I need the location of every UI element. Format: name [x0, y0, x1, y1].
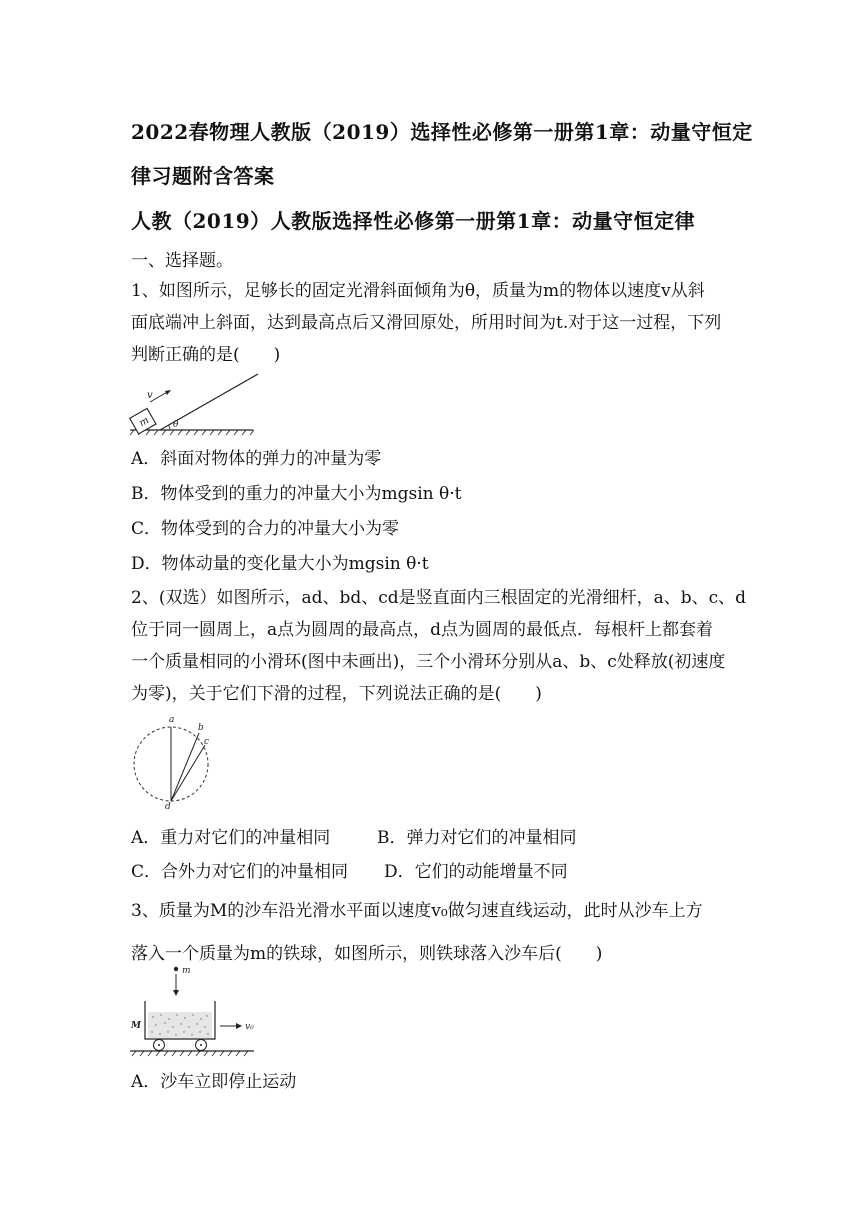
q1-fig-v-label: v — [147, 390, 153, 401]
q3-iron-ball — [174, 967, 178, 971]
q2-fig-b-label: b — [198, 723, 204, 733]
q2-option-d: D．它们的动能增量不同 — [384, 862, 568, 882]
q1-option-c: C．物体受到的合力的冲量大小为零 — [131, 519, 400, 539]
doc-title-line1: 2022春物理人教版（2019）选择性必修第一册第1章：动量守恒定 — [131, 120, 753, 144]
q2-fig-d-label: d — [165, 802, 171, 810]
q1-angle-arc — [169, 426, 170, 431]
q3-option-a: A．沙车立即停止运动 — [131, 1072, 297, 1092]
q1-ground-hatching — [130, 430, 254, 435]
q1-option-b: B．物体受到的重力的冲量大小为mgsin θ·t — [131, 484, 462, 504]
doc-subtitle: 人教（2019）人教版选择性必修第一册第1章：动量守恒定律 — [131, 209, 696, 233]
q1-incline-figure — [128, 372, 263, 438]
q3-ground-hatching — [132, 1051, 248, 1056]
q2-circle-figure — [128, 712, 216, 810]
q3-sand-fill — [148, 1012, 212, 1038]
q3-fall-arrowhead — [173, 990, 179, 996]
q1-line2: 面底端冲上斜面，达到最高点后又滑回原处，所用时间为t.对于这一过程，下列 — [131, 313, 722, 333]
q2-rod-cd — [171, 745, 205, 801]
q3-velocity-arrowhead — [236, 1023, 242, 1029]
q3-line2: 落入一个质量为m的铁球，如图所示，则铁球落入沙车后( ) — [131, 944, 603, 964]
q2-line4: 为零)，关于它们下滑的过程，下列说法正确的是( ) — [131, 684, 542, 704]
q1-line3: 判断正确的是( ) — [131, 345, 281, 365]
q3-fig-M-label: M — [131, 1021, 141, 1031]
q2-fig-a-label: a — [169, 715, 175, 725]
q2-fig-c-label: c — [204, 737, 210, 747]
q3-fig-m-label: m — [182, 966, 191, 976]
q2-option-a: A．重力对它们的冲量相同 — [131, 828, 331, 848]
q1-velocity-arrowhead — [165, 390, 171, 395]
q2-option-b: B．弹力对它们的冲量相同 — [377, 828, 577, 848]
q1-option-a: A．斜面对物体的弹力的冲量为零 — [131, 449, 382, 469]
q1-fig-theta-label: θ — [173, 420, 179, 430]
q3-sand-cart-figure — [128, 965, 258, 1057]
q1-fig-m-label: m — [137, 414, 152, 430]
section-heading: 一、选择题。 — [131, 251, 233, 271]
doc-title-line2: 律习题附含答案 — [131, 164, 275, 188]
q2-option-c: C．合外力对它们的冲量相同 — [131, 862, 349, 882]
q3-line1: 3、质量为M的沙车沿光滑水平面以速度v₀做匀速直线运动，此时从沙车上方 — [131, 901, 703, 921]
q1-option-d: D．物体动量的变化量大小为mgsin θ·t — [131, 554, 429, 574]
q2-rod-bd — [171, 733, 199, 801]
q2-line1: 2、(双选）如图所示，ad、bd、cd是竖直面内三根固定的光滑细杆，a、b、c、d — [131, 588, 747, 608]
q3-fig-v0-label: v₀ — [245, 1022, 254, 1032]
q2-line3: 一个质量相同的小滑环(图中未画出)，三个小滑环分别从a、b、c处释放(初速度 — [131, 652, 726, 672]
q2-line2: 位于同一圆周上，a点为圆周的最高点，d点为圆周的最低点．每根杆上都套着 — [131, 620, 714, 640]
q1-line1: 1、如图所示，足够长的固定光滑斜面倾角为θ，质量为m的物体以速度v从斜 — [131, 281, 705, 301]
